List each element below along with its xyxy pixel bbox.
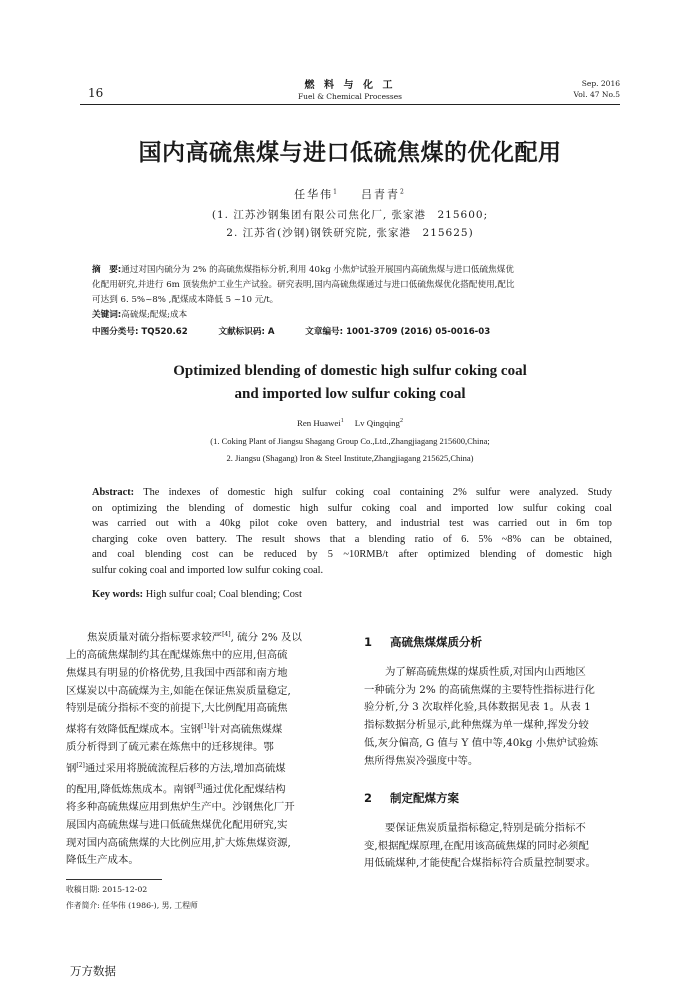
section-1-heading	[364, 634, 642, 653]
watermark: 万方数据	[70, 964, 116, 978]
section-2-heading	[364, 790, 642, 809]
keywords-en	[92, 589, 302, 600]
keywords-cn: 高硫煤;配煤;成本	[121, 310, 188, 320]
section-number: 2	[364, 791, 373, 805]
abstract-en-line: The indexes of domestic high sulfur coking coal containing 2% sulfur were analyzed. Study	[143, 487, 612, 498]
body-line: 将多种高硫焦煤应用到焦炉生产中。沙钢焦化厂开	[66, 801, 295, 814]
body-column-left	[66, 626, 351, 870]
author-name-en: Ren Huawei	[297, 418, 341, 428]
issue-info	[574, 78, 620, 100]
abstract-cn-label: 摘 要:	[92, 265, 122, 275]
document-code: 文献标识码: A	[218, 327, 275, 337]
citation: [1]	[201, 722, 210, 730]
abstract-en-label: Abstract:	[92, 487, 135, 498]
footnote-divider	[66, 879, 162, 880]
body-text: 通过采用将脱硫流程后移的方法,增加高硫煤	[84, 762, 286, 775]
keywords-en-label: Key words:	[92, 589, 144, 600]
author-affil-mark: 1	[333, 188, 339, 196]
body-line: 一种硫分为 2% 的高硫焦煤的主要特性指标进行化	[364, 683, 595, 696]
section-2-body	[364, 820, 642, 873]
keywords-en-value: High sulfur coal; Coal blending; Cost	[145, 589, 302, 600]
citation: [4]	[222, 631, 231, 638]
received-date: 收稿日期: 2015-12-02	[66, 885, 148, 894]
body-text: 的配用,降低炼焦成本。南钢	[66, 783, 194, 796]
body-text: 钢	[66, 762, 77, 775]
author-name: 任华伟	[294, 188, 334, 201]
body-line: 特别是硫分指标不变的前提下,大比例配用高硫焦	[66, 702, 288, 715]
classification-line	[92, 325, 518, 337]
abstract-en-line: on optimizing the blending of domestic high sulfur coking coal and imported low sulfur coking coal	[92, 502, 612, 514]
issue-volume: Vol. 47 No.5	[573, 90, 620, 99]
body-text: 宝钢	[180, 723, 202, 736]
author-name-en: Lv Qingqing	[354, 418, 400, 428]
body-line: 验分析,分 3 次取样化验,具体数据见表 1。从表 1	[364, 701, 591, 714]
authors-cn	[0, 186, 700, 202]
abstract-en-line: and coal blending cost can be reduced by 5 ~10RMB/t after optimized blending of domestic high	[92, 549, 612, 561]
body-line: 区煤炭以中高硫煤为主,如能在保证焦炭质量稳定,	[66, 684, 291, 697]
abstract-en	[92, 485, 612, 579]
journal-name-cn: 燃 料 与 化 工	[304, 80, 396, 91]
affiliation-en-2: 2. Jiangsu (Shagang) Iron & Steel Institute,Zhangjiagang 215625,China)	[226, 453, 474, 463]
author-affil-mark: 2	[400, 188, 406, 196]
citation: [3]	[194, 783, 203, 791]
issue-date: Sep. 2016	[581, 79, 620, 88]
author-bio: 作者简介: 任华伟 (1986-), 男, 工程师	[66, 901, 198, 910]
author-affil-mark: 1	[340, 418, 344, 425]
header-divider	[80, 104, 620, 105]
abstract-en-line: was carried out with a 40kg pilot coke oven battery, and industrial test was carried out in 6m top	[92, 518, 612, 530]
body-line: 焦煤具有明显的价格优势,且我国中西部和南方地	[66, 666, 288, 679]
body-text: , 硫分 2% 及以	[230, 631, 302, 644]
abstract-en-line: charging coke oven battery. The result shows that a blending ratio of 6. 5% ~8% can be obtained,	[92, 533, 612, 545]
paper-title-cn: 国内高硫焦煤与进口低硫焦煤的优化配用	[138, 140, 562, 166]
clc-number: 中图分类号: TQ520.62	[92, 327, 188, 337]
section-number: 1	[364, 635, 373, 649]
body-line: 低,灰分偏高, G 值与 Y 值中等,40kg 小焦炉试验炼	[364, 736, 599, 749]
title-en-line: and imported low sulfur coking coal	[234, 386, 466, 402]
abstract-cn-line: 通过对国内硫分为 2% 的高硫焦煤指标分析,利用 40kg 小焦炉试验开展国内高硫焦煤与进口低硫焦煤优	[121, 265, 514, 275]
article-number: 文章编号: 1001-3709 (2016) 05-0016-03	[305, 327, 491, 337]
body-line: 焦所得焦炭冷强度中等。	[364, 754, 479, 767]
journal-name-en: Fuel & Chemical Processes	[297, 92, 403, 101]
title-en-line: Optimized blending of domestic high sulfur coking coal	[173, 363, 527, 379]
section-title: 制定配煤方案	[390, 791, 459, 805]
abstract-en-line: sulfur coking coal and imported low sulfur coking coal.	[92, 564, 324, 576]
paper-title-en	[0, 360, 700, 406]
authors-en	[0, 418, 700, 428]
body-line: 现对国内高硫焦煤的大比例应用,扩大炼焦煤资源,	[66, 836, 291, 849]
keywords-cn-label: 关键词:	[92, 310, 122, 320]
author-affil-mark: 2	[399, 418, 403, 425]
affiliation-cn-1: (1. 江苏沙钢集团有限公司焦化厂, 张家港 215600;	[211, 209, 489, 221]
section-title: 高硫焦煤煤质分析	[390, 635, 482, 649]
body-line: 降低生产成本。	[66, 854, 139, 867]
affiliation-cn-2: 2. 江苏省(沙钢)钢铁研究院, 张家港 215625)	[226, 227, 474, 239]
abstract-cn	[92, 263, 612, 323]
body-line: 指标数据分析显示,此种焦煤为单一煤种,挥发分较	[364, 719, 589, 732]
body-text: 煤将有效降低配煤成本。	[66, 723, 181, 736]
affiliation-en-1: (1. Coking Plant of Jiangsu Shagang Group Co.,Ltd.,Zhangjiagang 215600,China;	[210, 436, 490, 446]
body-text: 通过优化配煤结构	[202, 783, 286, 796]
author-name: 吕青青	[361, 188, 400, 201]
page-number: 16	[88, 86, 104, 100]
body-line: 上的高硫焦煤制约其在配煤炼焦中的应用,但高硫	[66, 649, 288, 662]
body-line: 要保证焦炭质量指标稳定,特别是硫分指标不	[385, 822, 586, 834]
abstract-cn-line: 化配用研究,并进行 6m 顶装焦炉工业生产试验。研究表明,国内高硫焦煤通过与进口低硫焦煤优化搭配使用,配比	[92, 280, 515, 290]
body-line: 用低硫煤种,才能使配合煤指标符合质量控制要求。	[364, 857, 596, 870]
body-line: 变,根据配煤原理,在配用该高硫焦煤的同时必须配	[364, 839, 589, 852]
citation: [2]	[76, 761, 85, 769]
section-1-body	[364, 664, 642, 770]
body-line: 质分析得到了硫元素在炼焦中的迁移规律。鄂	[66, 741, 274, 754]
body-text: 焦炭质量对硫分指标要求较严	[87, 631, 223, 644]
abstract-cn-line: 可达到 6. 5%~8% ,配煤成本降低 5 ~10 元/t。	[92, 295, 279, 305]
body-line: 为了解高硫焦煤的煤质性质,对国内山西地区	[385, 666, 586, 678]
body-line: 展国内高硫焦煤与进口低硫焦煤优化配用研究,实	[66, 818, 288, 831]
body-text: 针对高硫焦煤煤	[209, 723, 283, 736]
